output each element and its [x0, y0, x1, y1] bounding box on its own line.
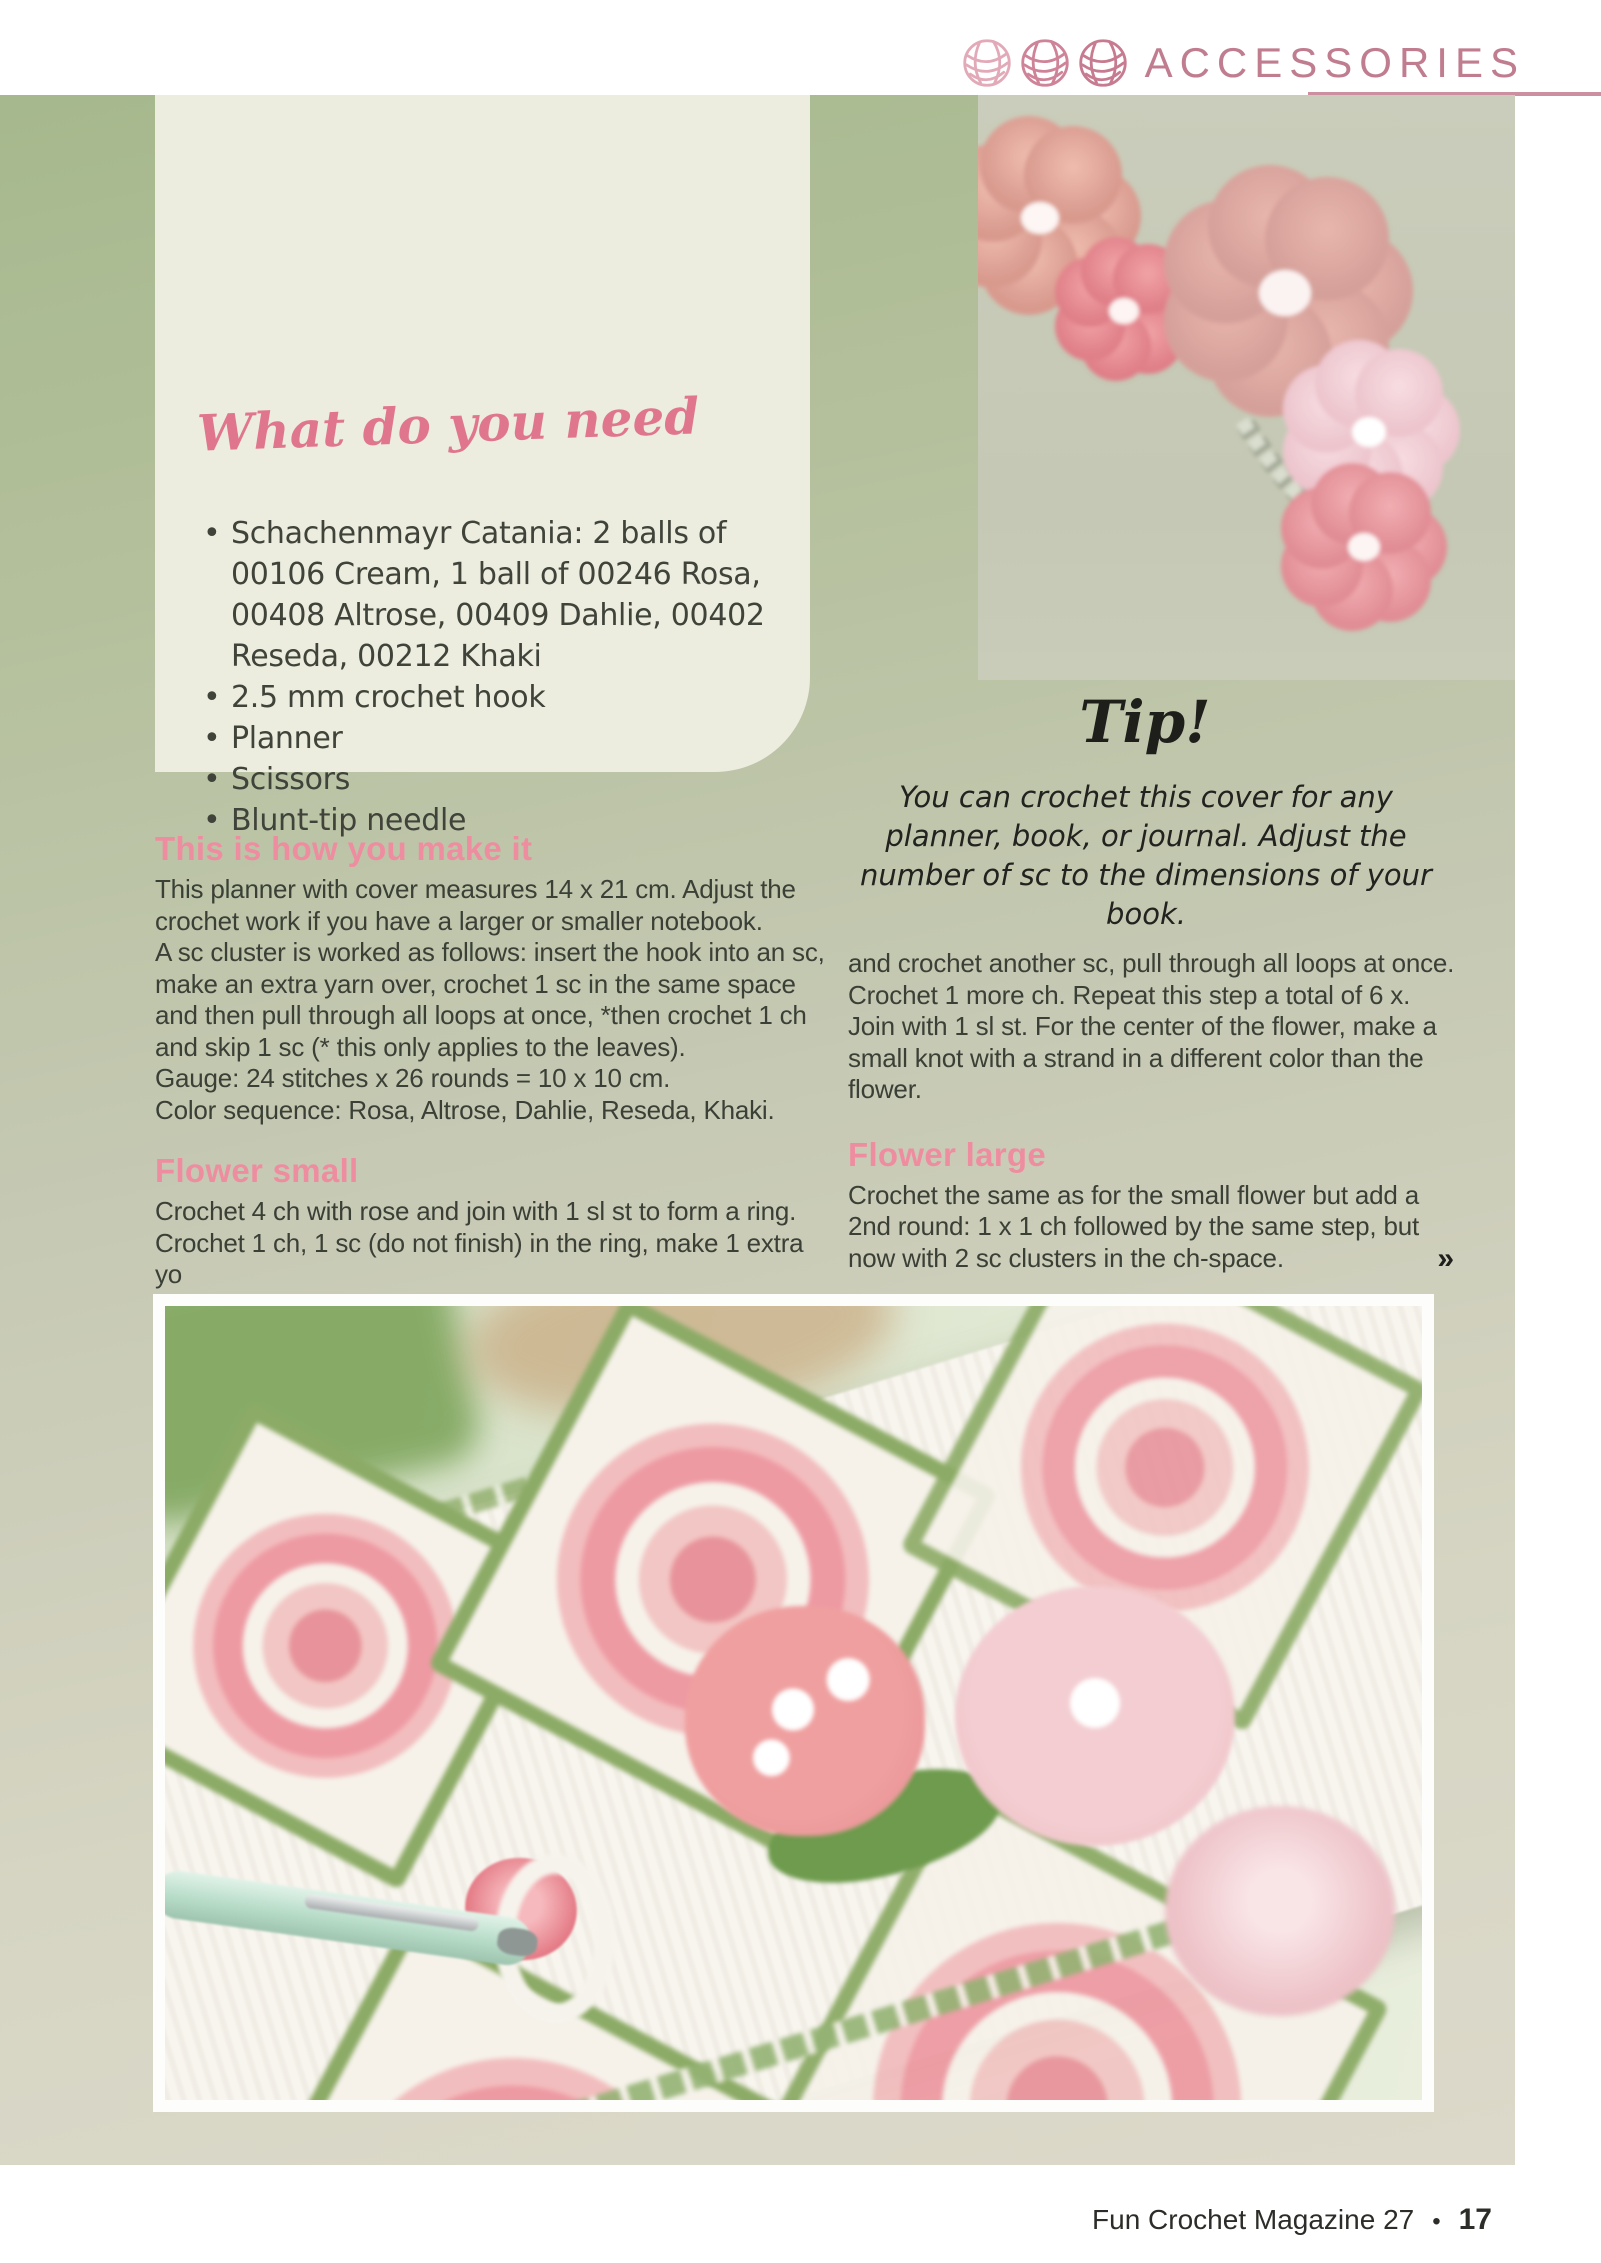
how-paragraph-gauge: Gauge: 24 stitches x 26 rounds = 10 x 10 cm.	[155, 1063, 671, 1093]
crochet-flower	[1165, 1806, 1395, 2016]
how-paragraph-colors: Color sequence: Rosa, Altrose, Dahlie, Reseda, Khaki.	[155, 1094, 775, 1125]
footer-page-number: 17	[1458, 2203, 1492, 2236]
yarn-ball-icon	[1077, 37, 1129, 89]
tip-text: You can crochet this cover for any planner, book, or journal. Adjust the number of sc to the dimensions of your book.	[860, 780, 1432, 931]
section-heading-flower-small: Flower small	[155, 1152, 359, 1189]
footer-bullet: •	[1432, 2208, 1441, 2235]
header-brand	[1144, 34, 1525, 92]
section-heading-how: This is how you make it	[155, 830, 533, 867]
materials-item: • Blunt-tip needle	[197, 800, 772, 841]
materials-heading: What do you need	[196, 386, 701, 463]
continuation-text: and crochet another sc, pull through all loops at once. Crochet 1 more ch. Repeat this step a total of 6 x. Join with 1 sl st. For the center of the flower, make a small knot with a strand in a different color than the flower.	[848, 948, 1455, 1104]
materials-card	[155, 95, 810, 838]
flower-photo	[978, 95, 1515, 680]
yarn-ball-icons	[961, 37, 1129, 89]
more-arrows-icon: »	[1437, 1242, 1454, 1275]
materials-item: • Scissors	[197, 759, 772, 800]
crochet-flower	[685, 1606, 925, 1836]
planner-photo-image	[165, 1306, 1422, 2100]
planner-photo	[153, 1294, 1434, 2112]
column-right	[848, 948, 1460, 1274]
flower-small-text: Crochet 4 ch with rose and join with 1 sl st to form a ring. Crochet 1 ch, 1 sc (do not finish) in the ring, make 1 extra yo	[155, 1196, 804, 1289]
section-heading-flower-large: Flower large	[848, 1135, 1046, 1173]
crochet-flower	[955, 1586, 1235, 1846]
crochet-flowers-illustration	[978, 95, 1515, 680]
column-left	[155, 830, 835, 1291]
materials-item: • 2.5 mm crochet hook	[197, 677, 772, 718]
tip-heading: Tip!	[1079, 688, 1211, 756]
footer	[1092, 2203, 1492, 2237]
yarn-ball-icon	[961, 37, 1013, 89]
how-paragraph: This planner with cover measures 14 x 21 cm. Adjust the crochet work if you have a larger or smaller notebook.	[155, 874, 796, 936]
materials-list	[197, 513, 772, 841]
flower-large-text: Crochet the same as for the small flower but add a 2nd round: 1 x 1 ch followed by the same step, but now with 2 sc clusters in the ch-space.	[848, 1179, 1420, 1273]
yarn-ball-icon	[1019, 37, 1071, 89]
materials-item: • Planner	[197, 718, 772, 759]
footer-magazine: Fun Crochet Magazine 27	[1092, 2204, 1415, 2235]
how-paragraph: A sc cluster is worked as follows: insert the hook into an sc, make an extra yarn over, crochet 1 sc in the same space and then pull through all loops at once, *then crochet 1 ch and skip 1 sc (* this only applies to the leaves).	[155, 937, 825, 1062]
page-category-title: ACCESSORIES	[1144, 39, 1525, 86]
materials-item: • Schachenmayr Catania: 2 balls of 00106 Cream, 1 ball of 00246 Rosa, 00408 Altrose, 00409 Dahlie, 00402 Reseda, 00212 Khaki	[197, 513, 772, 677]
